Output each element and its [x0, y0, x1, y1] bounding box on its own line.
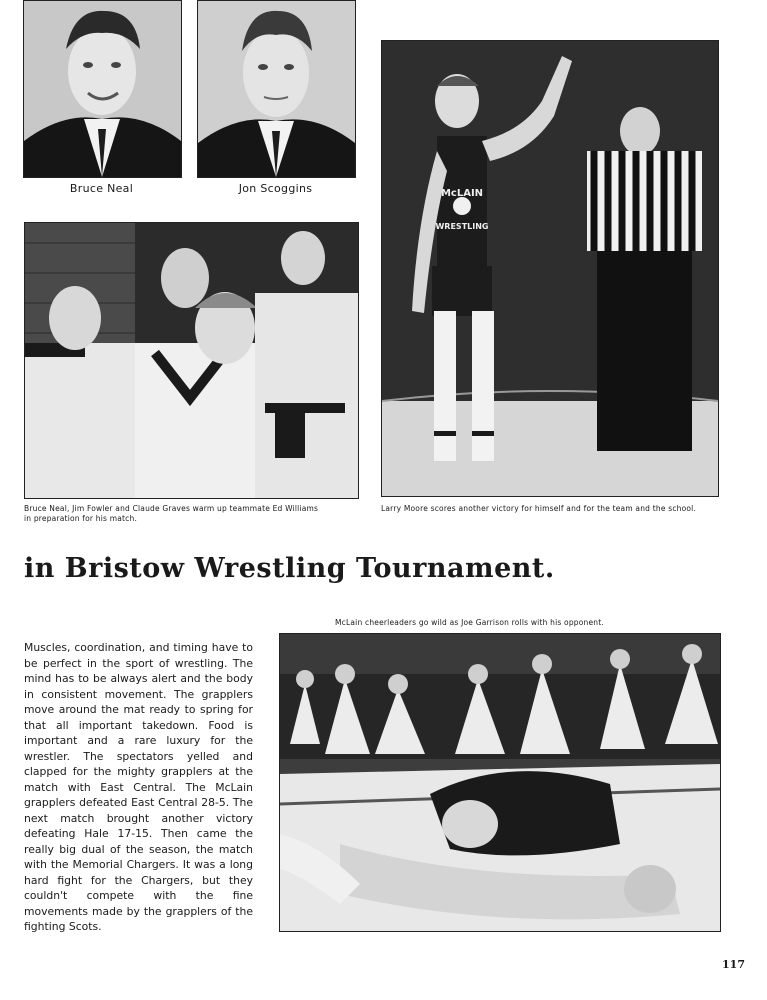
portrait-photo-jon-scoggins: [197, 0, 356, 178]
warmup-caption-line2: in preparation for his match.: [24, 514, 138, 523]
singlet-text-bottom: WRESTLING: [435, 222, 489, 231]
singlet-text-top: McLAIN: [440, 188, 484, 199]
warmup-caption-line1: Bruce Neal, Jim Fowler and Claude Graves warm up teammate Ed Williams: [24, 504, 319, 513]
portrait-photo-bruce-neal: [23, 0, 182, 178]
victory-caption: Larry Moore scores another victory for himself and for the team and the school.: [381, 504, 697, 513]
cheerleaders-photo: [279, 633, 721, 932]
portrait-caption-jon-scoggins: Jon Scoggins: [238, 182, 313, 195]
portrait-caption-bruce-neal: Bruce Neal: [69, 182, 134, 195]
warmup-photo: [24, 222, 359, 499]
cheer-caption: McLain cheerleaders go wild as Joe Garrison rolls with his opponent.: [335, 618, 604, 627]
page-number: 117: [722, 958, 745, 971]
victory-photo: [381, 40, 719, 497]
article-body: Muscles, coordination, and timing have to be perfect in the sport of wrestling. The mind has to be always alert and the body in consistent movement. The grapplers move around the mat ready to spring for that all important takedown. Food is important and a rare luxury for the wrestler. The spectators yelled and clapped for the mighty grapplers at the match with East Central. The McLain grapplers defeated East Central 28-5. The next match brought another victory defeating Hale 17-15. Then came the really big dual of the season, the match with the Memorial Chargers. It was a long hard fight for the Chargers, but they couldn't compete with the fine movements made by the grapplers of the fighting Scots.: [24, 641, 253, 933]
warmup-caption: [24, 504, 364, 524]
headline: in Bristow Wrestling Tournament.: [24, 553, 555, 584]
